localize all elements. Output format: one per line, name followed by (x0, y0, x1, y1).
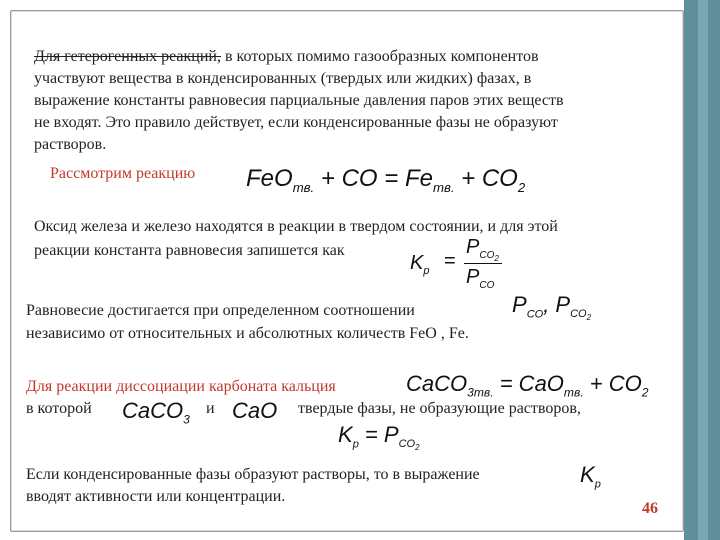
paragraph4-in-which: в которой (26, 400, 92, 417)
kp1-denominator: $P_{CO}$ (466, 266, 495, 291)
paragraph2-line1: Оксид железа и железо находятся в реакции в твердом состоянии, и для этой (34, 218, 558, 235)
kp1-equals: = (444, 250, 456, 272)
paragraph4-rest: твердые фазы, не образующие растворов, (298, 400, 581, 417)
reaction1-label: Рассмотрим реакцию (50, 165, 196, 182)
reaction2-label: Для реакции диссоциации карбоната кальция (26, 378, 336, 395)
paragraph4-and: и (206, 400, 215, 417)
paragraph5-line2: вводят активности или концентрации. (26, 488, 286, 505)
paragraph3-line2: независимо от относительных и абсолютных количеств FeO , Fe. (26, 325, 469, 342)
sidebar-stripe (698, 0, 708, 540)
paragraph1-lead: Для гетерогенных реакций, (34, 48, 221, 65)
kp3-symbol: $K_p$ (580, 462, 601, 491)
kp1-fraction-bar (464, 263, 502, 264)
paragraph3-line1: Равновесие достигается при определенном соотношении (26, 302, 415, 319)
paragraph1-line1-rest: в которых помимо газообразных компонентов (221, 48, 539, 65)
kp2-expression: $K_p = P_{CO_2}$ (338, 422, 420, 453)
paragraph1-line3: выражение константы равновесия парциальные давления паров этих веществ (34, 92, 564, 109)
ratio-expression: $P_{CO}$, $P_{CO_2}$ (512, 292, 592, 323)
paragraph1-line4: не входят. Это правило действует, если конденсированные фазы не образуют (34, 114, 558, 131)
reaction1-equation: FeO$_{тв.}$ + CO = $Fe_{тв.} + CO_2$ (246, 165, 526, 195)
paragraph1-line2: участвуют вещества в конденсированных (твердых или жидких) фазах, в (34, 70, 532, 87)
paragraph1-line1 (34, 46, 539, 67)
reaction2-equation: CaCO$_{3тв.}$ = $CaO_{тв.} + CO_2$ (406, 371, 649, 400)
paragraph4-cao: CaO (232, 398, 278, 423)
paragraph5-line1: Если конденсированные фазы образуют растворы, то в выражение (26, 466, 480, 483)
paragraph4-caco3: CaCO$_3$ (122, 398, 190, 427)
kp1-symbol: $K_p$ (410, 252, 430, 277)
paragraph1-line5: растворов. (34, 136, 107, 153)
paragraph2-line2: реакции константа равновесия запишется как (34, 242, 345, 259)
kp1-numerator: $P_{CO_2}$ (466, 236, 499, 263)
page-number: 46 (642, 500, 658, 517)
